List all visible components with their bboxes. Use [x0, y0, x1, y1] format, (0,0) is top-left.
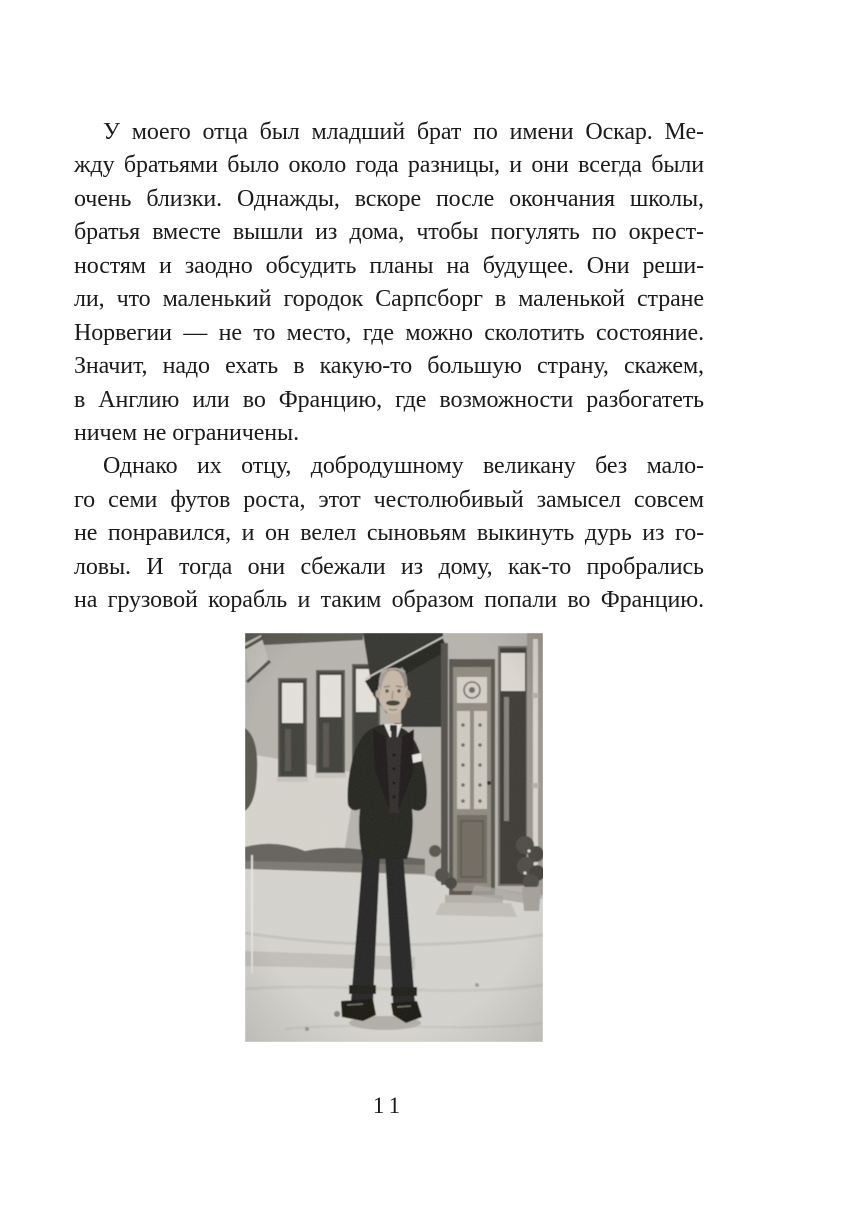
text-line: Норвегии — не то место, где можно сколотить состояние. [74, 319, 704, 346]
text-line: жду братьями было около года разницы, и они всегда были [74, 152, 704, 179]
paragraph [74, 450, 704, 617]
text-line: Значит, надо ехать в какую-то большую страну, скажем, [74, 353, 704, 380]
text-line: в Англию или во Францию, где возможности разбогатеть [74, 386, 704, 413]
text-line: очень близки. Однажды, вскоре после окончания школы, [74, 185, 704, 212]
paragraph [74, 116, 704, 450]
text-line: Однако их отцу, добродушному великану без мало- [103, 453, 704, 480]
text-line: не понравился, и он велел сыновьям выкинуть дурь из го- [74, 520, 704, 547]
film-grain [245, 633, 543, 1042]
text-line: го семи футов роста, этот честолюбивый замысел совсем [74, 486, 704, 513]
text-line: У моего отца был младший брат по имени Оскар. Ме- [103, 119, 704, 145]
text-line: ли, что маленький городок Сарпсборг в маленькой стране [74, 286, 704, 313]
text-line: ловы. И тогда они сбежали из дому, как-то пробрались [74, 553, 704, 580]
text-line: на грузовой корабль и таким образом попали во Францию. [74, 587, 704, 614]
body-text [74, 116, 704, 618]
text-line: ностям и заодно обсудить планы на будущее. Они реши- [74, 252, 704, 279]
text-line: ничем не ограничены. [74, 419, 299, 446]
text-line: братья вместе вышли из дома, чтобы погулять по окрест- [74, 219, 704, 246]
page-number: 11 [372, 1093, 406, 1118]
photo-illustration [245, 633, 543, 1042]
photo-of-man [245, 633, 543, 1042]
